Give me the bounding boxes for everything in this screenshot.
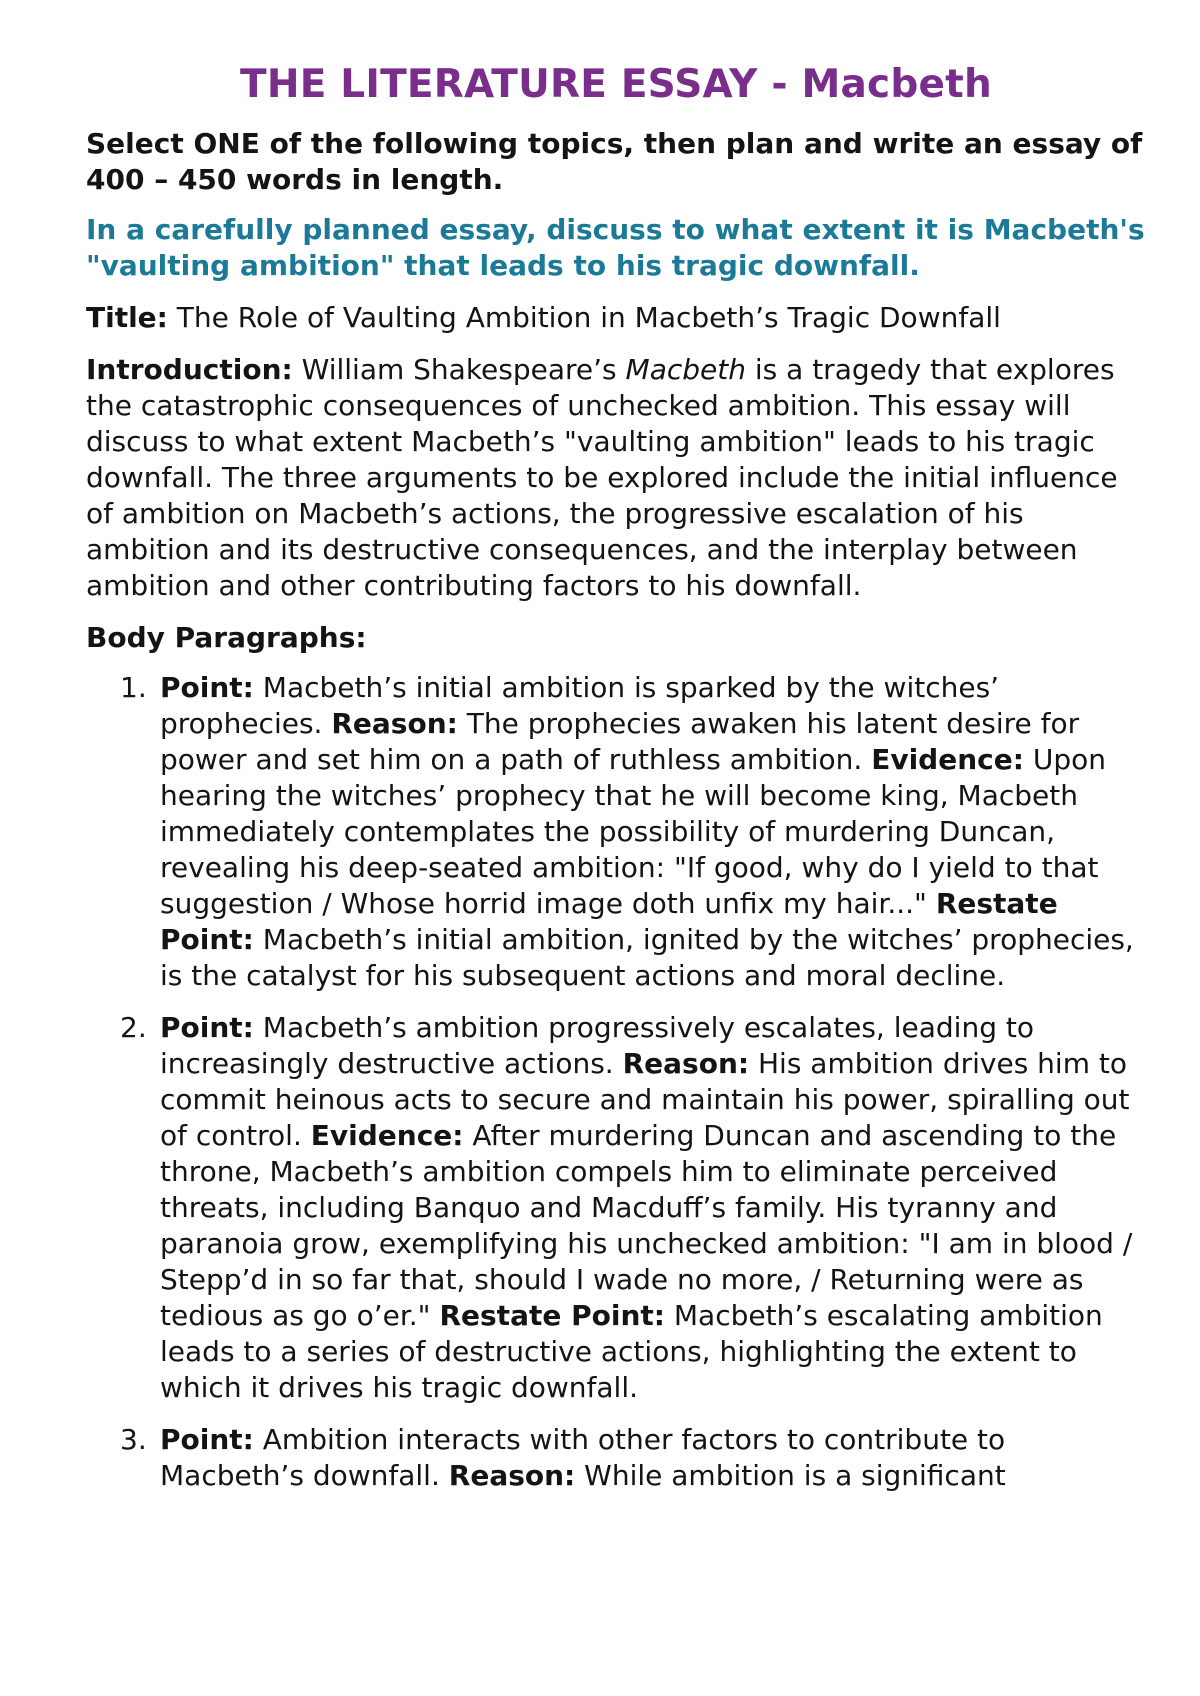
essay-title-line bbox=[86, 300, 1146, 336]
body-paragraphs-heading: Body Paragraphs: bbox=[86, 621, 367, 654]
list-number: 1. bbox=[120, 671, 147, 704]
reason-text: The prophecies awaken his latent desire for power and set him on a path of ruthless ambition. bbox=[160, 707, 1080, 776]
introduction-text-start: William Shakespeare’s bbox=[301, 353, 617, 386]
reason-text: While ambition is a significant bbox=[584, 1459, 1006, 1492]
point-label: Point: bbox=[160, 1011, 254, 1044]
restate-point-text: Macbeth’s escalating ambition leads to a series of destructive actions, highlighting the extent to which it drives his tragic downfall. bbox=[160, 1299, 1103, 1404]
point-text: Ambition interacts with other factors to contribute to Macbeth’s downfall. bbox=[160, 1423, 1006, 1492]
list-number: 2. bbox=[120, 1011, 147, 1044]
instructions-text: Select ONE of the following topics, then plan and write an essay of 400 – 450 words in length. bbox=[86, 127, 1143, 196]
essay-title-label: Title: bbox=[86, 301, 168, 334]
essay-title-text: The Role of Vaulting Ambition in Macbeth’s Tragic Downfall bbox=[176, 301, 1001, 334]
body-paragraph-2 bbox=[86, 1010, 1146, 1406]
point-label: Point: bbox=[160, 1423, 254, 1456]
restate-point-label: Restate Point: bbox=[439, 1299, 665, 1332]
point-label: Point: bbox=[160, 671, 254, 704]
list-number: 3. bbox=[120, 1423, 147, 1456]
restate-point-label: Restate Point: bbox=[160, 887, 1058, 956]
evidence-label: Evidence: bbox=[310, 1119, 464, 1152]
document-title: THE LITERATURE ESSAY - Macbeth bbox=[240, 62, 992, 107]
evidence-text: After murdering Duncan and ascending to the throne, Macbeth’s ambition compels him to eliminate perceived threats, including Banquo and Macduff’s family. His tyranny and paranoia grow, exemplifying his unchecked ambition: "I am in blood / Stepp’d in so far that, should I wade no more, / Returning were as tedious as go o’er." bbox=[160, 1119, 1133, 1332]
point-text: Macbeth’s initial ambition is sparked by the witches’ prophecies. bbox=[160, 671, 1000, 740]
body-paragraph-3 bbox=[86, 1422, 1146, 1494]
reason-text: His ambition drives him to commit heinous acts to secure and maintain his power, spiralling out of control. bbox=[160, 1047, 1130, 1152]
evidence-text: Upon hearing the witches’ prophecy that he will become king, Macbeth immediately contemplates the possibility of murdering Duncan, revealing his deep-seated ambition: "If good, why do I yield to that suggestion / Whose horrid image doth unfix my hair..." bbox=[160, 743, 1106, 920]
reason-label: Reason: bbox=[622, 1047, 750, 1080]
evidence-label: Evidence: bbox=[871, 743, 1024, 776]
introduction-paragraph bbox=[86, 352, 1146, 604]
reason-label: Reason: bbox=[448, 1459, 576, 1492]
body-paragraph-1 bbox=[86, 670, 1146, 994]
restate-point-text: Macbeth’s initial ambition, ignited by the witches’ prophecies, is the catalyst for his subsequent actions and moral decline. bbox=[160, 923, 1134, 992]
play-title-italic: Macbeth bbox=[625, 353, 746, 386]
introduction-text-rest: is a tragedy that explores the catastrophic consequences of unchecked ambition. This essay will discuss to what extent Macbeth’s "vaulting ambition" leads to his tragic downfall. The three arguments to be explored include the initial influence of ambition on Macbeth’s actions, the progressive escalation of his ambition and its destructive consequences, and the interplay between ambition and other contributing factors to his downfall. bbox=[86, 353, 1118, 602]
introduction-label: Introduction: bbox=[86, 353, 293, 386]
essay-question: In a carefully planned essay, discuss to what extent it is Macbeth's "vaulting ambition" that leads to his tragic downfall. bbox=[86, 213, 1145, 282]
reason-label: Reason: bbox=[331, 707, 458, 740]
point-text: Macbeth’s ambition progressively escalates, leading to increasingly destructive actions. bbox=[160, 1011, 1034, 1080]
body-paragraph-list bbox=[86, 670, 1146, 1494]
document-page bbox=[86, 58, 1146, 1510]
